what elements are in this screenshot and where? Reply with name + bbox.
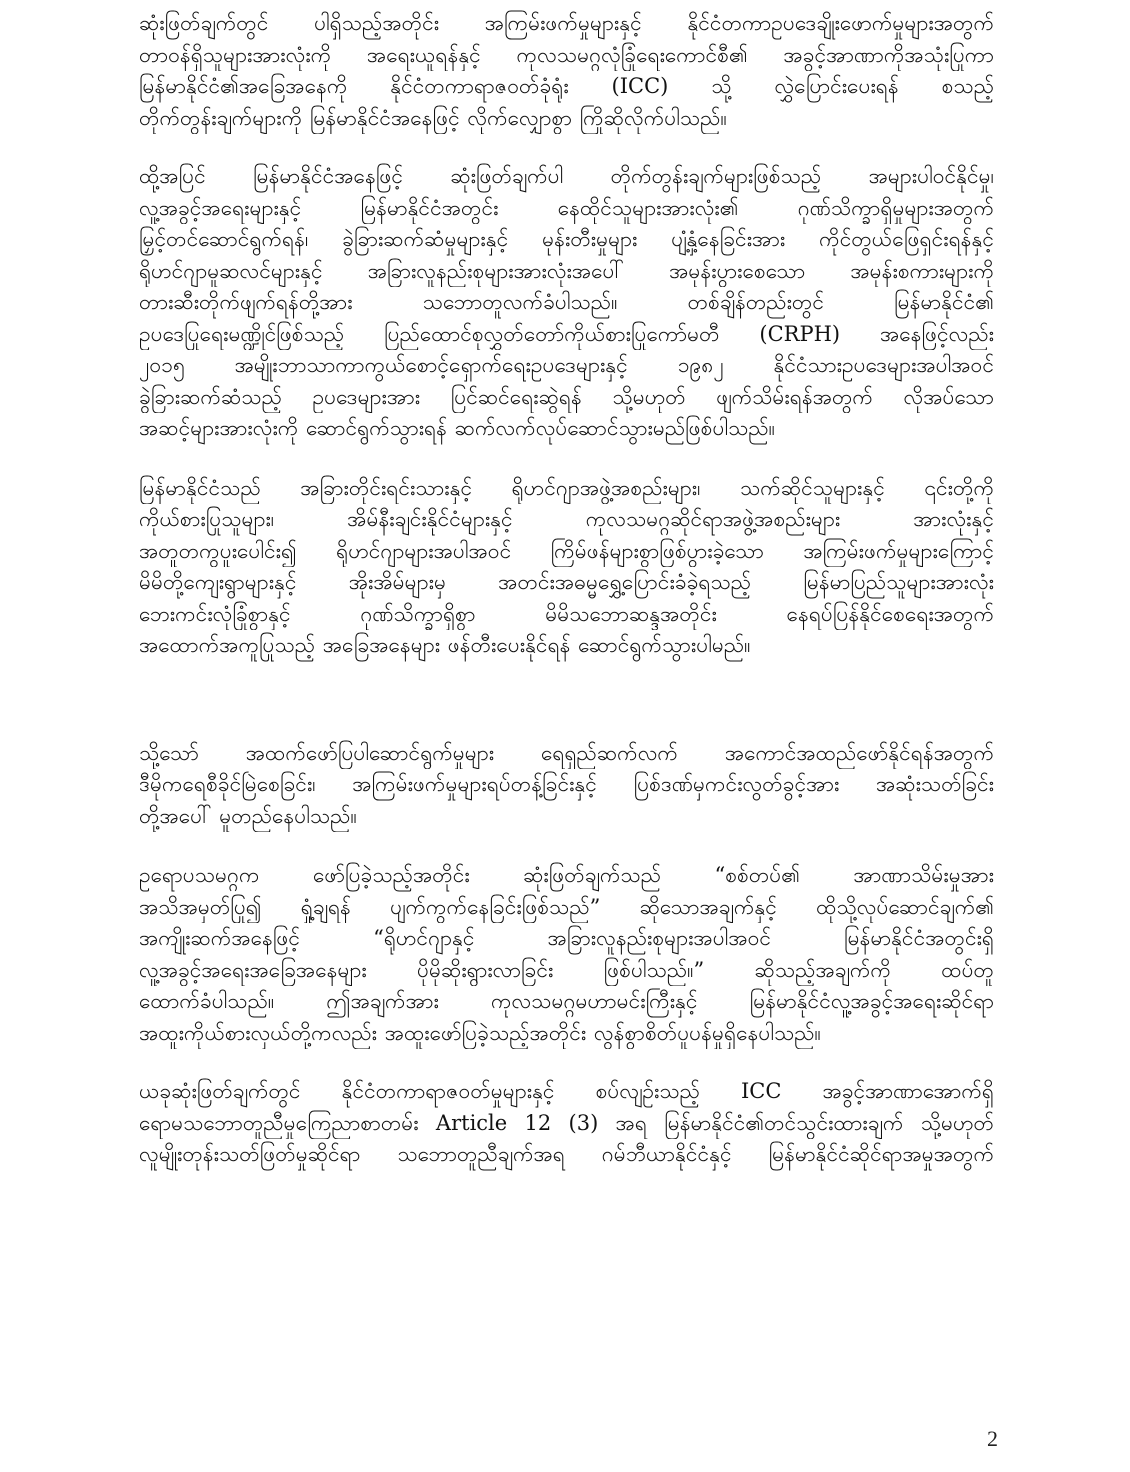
paragraph-spacer xyxy=(139,1049,994,1076)
text-line: ရိုဟင်ဂျာမူဆလင်များနှင့် အခြားလူနည်းစုများအားလုံးအပေါ် အမုန်းပွားစေသော အမုန်းစကားများကို xyxy=(139,258,994,283)
paragraph-5 xyxy=(139,860,994,1049)
text-line: ဆုံးဖြတ်ချက်တွင် ပါရှိသည့်အတိုင်း အကြမ်းဖက်မှုများနှင့် နိုင်ငံတကာဥပဒေချိုးဖောက်မှုများအတွက် xyxy=(139,11,994,35)
text-line: တို့အပေါ် မူတည်နေပါသည်။ xyxy=(139,803,357,828)
page-number: 2 xyxy=(987,1426,998,1451)
text-line: ဥပဒေပြုရေးမဏ္ဍိုင်ဖြစ်သည့် ပြည်ထောင်စုလွှတ်တော်ကိုယ်စားပြုကော်မတီ (CRPH) အနေဖြင့်လည်း xyxy=(139,321,994,346)
paragraph-spacer xyxy=(139,832,994,860)
text-line: ထောက်ခံပါသည်။ ဤအချက်အား ကုလသမဂ္ဂမဟာမင်းကြီးနှင့် မြန်မာနိုင်ငံလူ့အခွင့်အရေးဆိုင်ရာ xyxy=(139,989,994,1013)
paragraph-spacer xyxy=(139,134,994,161)
text-line: ဥရောပသမဂ္ဂက ဖော်ပြခဲ့သည့်အတိုင်း ဆုံးဖြတ်ချက်သည် “စစ်တပ်၏ အာဏာသိမ်းမှုအား xyxy=(139,863,994,887)
text-line: ၂၀၁၅ အမျိုးဘာသာကာကွယ်စောင့်ရှောက်ရေးဥပဒေများနှင့် ၁၉၈၂ နိုင်ငံသားဥပဒေများအပါအဝင် xyxy=(139,353,994,377)
text-line: အကျိုးဆက်အနေဖြင့် “ရိုဟင်ဂျာနှင့် အခြားလူနည်းစုများအပါအဝင် မြန်မာနိုင်ငံအတွင်းရှိ xyxy=(139,926,994,950)
text-line: တာဝန်ရှိသူများအားလုံးကို အရေးယူရန်နှင့် ကုလသမဂ္ဂလုံခြုံရေးကောင်စီ၏ အခွင့်အာဏာကိုအသုံးပြုကာ xyxy=(139,42,994,67)
text-line: ကိုယ်စားပြုသူများ၊ အိမ်နီးချင်းနိုင်ငံများနှင့် ကုလသမဂ္ဂဆိုင်ရာအဖွဲ့အစည်းများ အားလုံးနှင့် xyxy=(139,507,994,531)
text-line: ယခုဆုံးဖြတ်ချက်တွင် နိုင်ငံတကာရာဇဝတ်မှုများနှင့် စပ်လျဉ်းသည့် ICC အခွင့်အာဏာအောက်ရှိ xyxy=(139,1079,994,1103)
text-line: မိမိတို့ကျေးရွာများနှင့် အိုးအိမ်များမှ အတင်းအဓမ္မရွှေ့ပြောင်းခံခဲ့ရသည့် မြန်မာပြည်သူများအားလုံး xyxy=(139,570,994,594)
text-line: သို့သော် အထက်ဖော်ပြပါဆောင်ရွက်မှုများ ရေရှည်ဆက်လက် အကောင်အထည်ဖော်နိုင်ရန်အတွက် xyxy=(139,740,994,765)
paragraph-4 xyxy=(139,738,994,833)
text-line: မြှင့်တင်ဆောင်ရွက်ရန်၊ ခွဲခြားဆက်ဆံမှုများနှင့် မုန်းတီးမှုများ ပျံ့နှံ့နေခြင်းအား ကိုင်တွယ်ဖြေရှင်းရန်နှင့် xyxy=(139,227,994,251)
text-line: တိုက်တွန်းချက်များကို မြန်မာနိုင်ငံအနေဖြင့် လိုက်လျှောစွာ ကြိုဆိုလိုက်ပါသည်။ xyxy=(139,105,727,130)
paragraph-6 xyxy=(139,1076,994,1171)
text-line: အဆင့်များအားလုံးကို ဆောင်ရွက်သွားရန် ဆက်လက်လုပ်ဆောင်သွားမည်ဖြစ်ပါသည်။ xyxy=(139,416,776,440)
text-line: ရောမသဘောတူညီမှုကြေညာစာတမ်း Article 12 (3) အရ မြန်မာနိုင်ငံ၏တင်သွင်းထားချက် သို့မဟုတ် xyxy=(139,1110,994,1135)
paragraph-3 xyxy=(139,473,994,662)
text-line: တားဆီးတိုက်ဖျက်ရန်တို့အား သဘောတူလက်ခံပါသည်။ တစ်ချိန်တည်းတွင် မြန်မာနိုင်ငံ၏ xyxy=(139,290,994,314)
text-line: အတူတကွပူးပေါင်း၍ ရိုဟင်ဂျာများအပါအဝင် ကြိမ်ဖန်များစွာဖြစ်ပွားခဲ့သော အကြမ်းဖက်မှုများကြောင့် xyxy=(139,538,994,563)
document-page xyxy=(139,8,994,1428)
text-line: ဒီမိုကရေစီခိုင်မြဲစေခြင်း၊ အကြမ်းဖက်မှုများရပ်တန့်ခြင်းနှင့် ပြစ်ဒဏ်မှကင်းလွတ်ခွင့်အား အဆုံးသတ်ခြင်း xyxy=(139,772,994,796)
text-line: ထို့အပြင် မြန်မာနိုင်ငံအနေဖြင့် ဆုံးဖြတ်ချက်ပါ တိုက်တွန်းချက်များဖြစ်သည့် အများပါဝင်နိုင်မှု၊ xyxy=(139,164,994,188)
paragraph-spacer xyxy=(139,662,994,738)
paragraph-1 xyxy=(139,8,994,134)
paragraph-2 xyxy=(139,161,994,445)
text-line: လူ့အခွင့်အရေးများနှင့် မြန်မာနိုင်ငံအတွင်း နေထိုင်သူများအားလုံး၏ ဂုဏ်သိက္ခာရှိမှုများအတွက် xyxy=(139,195,994,220)
text-line: မြန်မာနိုင်ငံ၏အခြေအနေကို နိုင်ငံတကာရာဇဝတ်ခုံရုံး (ICC) သို့ လွှဲပြောင်းပေးရန် စသည့် xyxy=(139,74,994,98)
text-line: ဘေးကင်းလုံခြုံစွာနှင့် ဂုဏ်သိက္ခာရှိစွာ မိမိသဘောဆန္ဒအတိုင်း နေရပ်ပြန်နိုင်စေရေးအတွက် xyxy=(139,601,994,626)
text-line: မြန်မာနိုင်ငံသည် အခြားတိုင်းရင်းသားနှင့် ရိုဟင်ဂျာအဖွဲ့အစည်းများ၊ သက်ဆိုင်သူများနှင့် ၎င်းတို့ကို xyxy=(139,475,994,500)
text-line: လူ့အခွင့်အရေးအခြေအနေများ ပိုမိုဆိုးရွားလာခြင်း ဖြစ်ပါသည်။” ဆိုသည့်အချက်ကို ထပ်တူ xyxy=(139,957,994,982)
text-line: ခွဲခြားဆက်ဆံသည့် ဥပဒေများအား ပြင်ဆင်ရေးဆွဲရန် သို့မဟုတ် ဖျက်သိမ်းရန်အတွက် လိုအပ်သော xyxy=(139,384,994,409)
text-line: အသိအမှတ်ပြု၍ ရှုံ့ချရန် ပျက်ကွက်နေခြင်းဖြစ်သည်” ဆိုသောအချက်နှင့် ထိုသို့လုပ်ဆောင်ချက်၏ xyxy=(139,894,994,919)
text-line: အထောက်အကူပြုသည့် အခြေအနေများ ဖန်တီးပေးနိုင်ရန် ဆောင်ရွက်သွားပါမည်။ xyxy=(139,633,751,657)
text-line: အထူးကိုယ်စားလှယ်တို့ကလည်း အထူးဖော်ပြခဲ့သည့်အတိုင်း လွန်စွာစိတ်ပူပန်မှုရှိနေပါသည်။ xyxy=(139,1020,821,1045)
text-line: လူမျိုးတုန်းသတ်ဖြတ်မှုဆိုင်ရာ သဘောတူညီချက်အရ ဂမ်ဘီယာနိုင်ငံနှင့် မြန်မာနိုင်ငံဆိုင်ရာအမှုအတွက် xyxy=(139,1142,994,1166)
paragraph-spacer xyxy=(139,445,994,473)
